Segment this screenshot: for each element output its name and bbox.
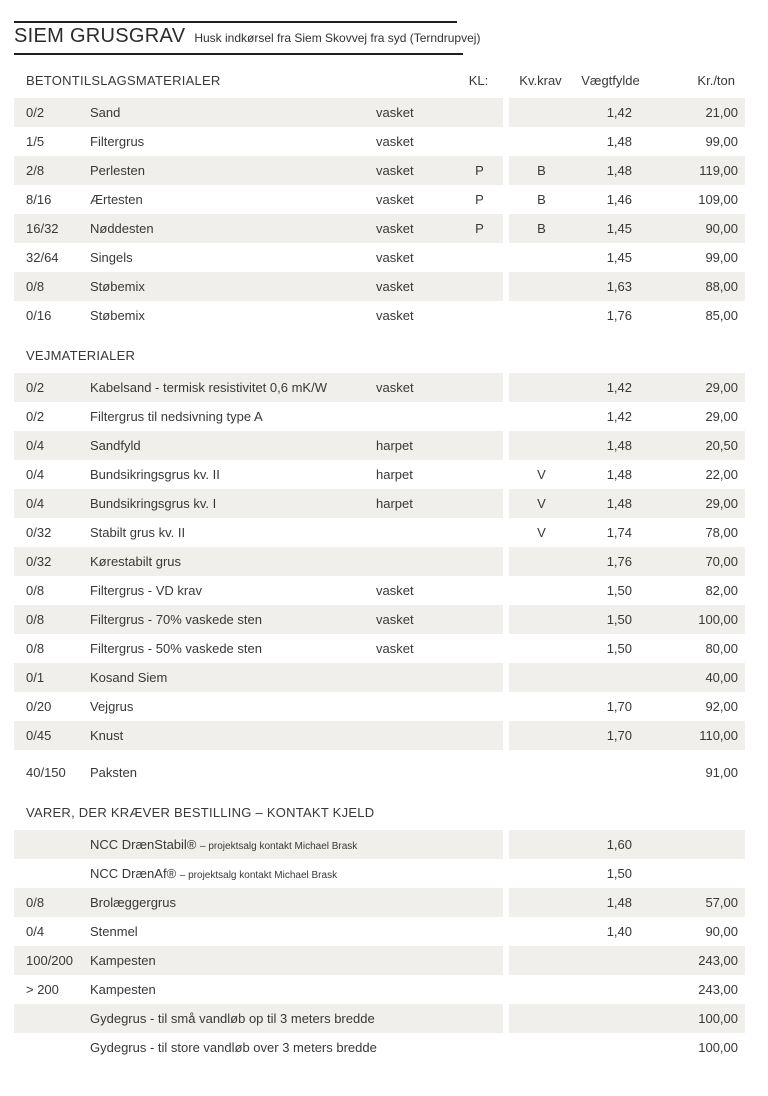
row-left-block <box>14 721 503 750</box>
cell-name: NCC DrænStabil® – projektsalg kontakt Michael Brask <box>90 837 358 852</box>
cell-size: 0/2 <box>26 409 45 424</box>
table-row <box>14 127 745 156</box>
table-row <box>14 243 745 272</box>
cell-name: NCC DrænAf® – projektsalg kontakt Michael Brask <box>90 866 338 881</box>
cell-vaegtfylde: 1,70 <box>606 728 632 743</box>
cell-treatment: vasket <box>376 192 414 207</box>
cell-size: 0/4 <box>26 467 45 482</box>
row-left-block <box>14 576 503 605</box>
cell-price: 110,00 <box>699 728 738 743</box>
section-title: VEJMATERIALER <box>26 348 136 363</box>
row-right-block <box>509 214 745 243</box>
cell-treatment: vasket <box>376 221 414 236</box>
column-headers <box>455 73 744 88</box>
cell-treatment: vasket <box>376 279 414 294</box>
cell-name: Brolæggergrus <box>90 895 176 910</box>
cell-kvkrav: V <box>537 496 546 511</box>
cell-price: 88,00 <box>705 279 738 294</box>
cell-price: 85,00 <box>705 308 738 323</box>
cell-vaegtfylde: 1,42 <box>606 409 632 424</box>
column-header-krton: Kr./ton <box>697 73 735 88</box>
row-right-block <box>509 859 745 888</box>
cell-size: 0/8 <box>26 612 45 627</box>
column-header-vaegtfylde: Vægtfylde <box>581 73 640 88</box>
row-left-block <box>14 402 503 431</box>
table-row <box>14 185 745 214</box>
cell-price: 82,00 <box>705 583 738 598</box>
row-right-block <box>509 402 745 431</box>
cell-price: 119,00 <box>699 163 738 178</box>
cell-name: Sandfyld <box>90 438 141 453</box>
row-right-block <box>509 1004 745 1033</box>
page-subtitle: Husk indkørsel fra Siem Skovvej fra syd (Terndrupvej) <box>194 31 481 45</box>
table-row <box>14 373 745 402</box>
cell-vaegtfylde: 1,48 <box>606 895 632 910</box>
table-row <box>14 431 745 460</box>
table-row <box>14 663 745 692</box>
row-right-block <box>509 946 745 975</box>
row-right-block <box>509 663 745 692</box>
cell-size: 0/45 <box>26 728 52 743</box>
row-left-block <box>14 634 503 663</box>
cell-name: Kosand Siem <box>90 670 168 685</box>
cell-size: 8/16 <box>26 192 52 207</box>
cell-treatment: vasket <box>376 105 414 120</box>
row-left-block <box>14 758 503 787</box>
cell-kvkrav: B <box>537 192 546 207</box>
section <box>0 348 768 787</box>
cell-vaegtfylde: 1,50 <box>606 583 632 598</box>
row-right-block <box>509 272 745 301</box>
cell-vaegtfylde: 1,70 <box>606 699 632 714</box>
cell-vaegtfylde: 1,48 <box>606 496 632 511</box>
cell-name: Filtergrus - 50% vaskede sten <box>90 641 262 656</box>
row-right-block <box>509 301 745 330</box>
table-row <box>14 975 745 1004</box>
cell-price: 100,00 <box>698 612 738 627</box>
cell-vaegtfylde: 1,74 <box>606 525 632 540</box>
cell-name: Bundsikringsgrus kv. II <box>90 467 220 482</box>
row-left-block <box>14 373 503 402</box>
table-row <box>14 460 745 489</box>
row-left-block <box>14 888 503 917</box>
cell-treatment: vasket <box>376 641 414 656</box>
cell-kl: P <box>475 163 484 178</box>
cell-name: Stabilt grus kv. II <box>90 525 186 540</box>
row-left-block <box>14 243 503 272</box>
table-row <box>14 301 745 330</box>
cell-vaegtfylde: 1,42 <box>606 105 632 120</box>
cell-vaegtfylde: 1,50 <box>606 641 632 656</box>
cell-name: Filtergrus <box>90 134 145 149</box>
row-left-block <box>14 214 503 243</box>
row-left-block <box>14 460 503 489</box>
cell-price: 29,00 <box>705 380 738 395</box>
cell-vaegtfylde: 1,48 <box>606 467 632 482</box>
cell-name: Ærtesten <box>90 192 143 207</box>
cell-size: 100/200 <box>26 953 73 968</box>
row-left-block <box>14 605 503 634</box>
cell-name: Kampesten <box>90 953 156 968</box>
cell-kvkrav: B <box>537 163 546 178</box>
row-right-block <box>509 1033 745 1062</box>
cell-vaegtfylde: 1,76 <box>606 554 632 569</box>
cell-size: 0/8 <box>26 583 45 598</box>
cell-name: Gydegrus - til små vandløb op til 3 meters bredde <box>90 1011 375 1026</box>
cell-size: 0/8 <box>26 641 45 656</box>
cell-treatment: vasket <box>376 583 414 598</box>
cell-price: 100,00 <box>698 1040 738 1055</box>
cell-treatment: harpet <box>376 467 413 482</box>
cell-size: 40/150 <box>26 765 66 780</box>
table-row <box>14 917 745 946</box>
cell-name: Gydegrus - til store vandløb over 3 meters bredde <box>90 1040 377 1055</box>
cell-size: 0/20 <box>26 699 52 714</box>
column-header-kl: KL: <box>468 73 489 88</box>
row-left-block <box>14 692 503 721</box>
section-header <box>14 73 745 88</box>
cell-name-suffix: – projektsalg kontakt Michael Brask <box>200 841 358 852</box>
row-right-block <box>509 758 745 787</box>
cell-price: 21,00 <box>705 105 738 120</box>
row-right-block <box>509 547 745 576</box>
row-left-block <box>14 489 503 518</box>
cell-vaegtfylde: 1,46 <box>606 192 632 207</box>
table-row <box>14 634 745 663</box>
row-left-block <box>14 1033 503 1062</box>
cell-size: 2/8 <box>26 163 45 178</box>
cell-kvkrav: V <box>537 467 546 482</box>
row-right-block <box>509 830 745 859</box>
header-top-rule <box>14 21 457 23</box>
cell-size: 0/2 <box>26 105 45 120</box>
cell-name: Paksten <box>90 765 137 780</box>
table-row <box>14 547 745 576</box>
cell-size: 0/2 <box>26 380 45 395</box>
row-left-block <box>14 946 503 975</box>
price-list-document <box>0 21 768 1062</box>
row-right-block <box>509 576 745 605</box>
cell-vaegtfylde: 1,42 <box>606 380 632 395</box>
row-right-block <box>509 185 745 214</box>
section-title: VARER, DER KRÆVER BESTILLING – KONTAKT KJELD <box>26 805 375 820</box>
table-row <box>14 758 745 787</box>
cell-vaegtfylde: 1,63 <box>606 279 632 294</box>
section <box>0 73 768 330</box>
cell-price: 40,00 <box>705 670 738 685</box>
row-right-block <box>509 431 745 460</box>
row-left-block <box>14 859 503 888</box>
row-right-block <box>509 605 745 634</box>
row-left-block <box>14 98 503 127</box>
cell-vaegtfylde: 1,76 <box>606 308 632 323</box>
cell-treatment: vasket <box>376 308 414 323</box>
cell-size: 32/64 <box>26 250 59 265</box>
cell-size: 0/4 <box>26 438 45 453</box>
cell-price: 20,50 <box>705 438 738 453</box>
row-left-block <box>14 830 503 859</box>
cell-vaegtfylde: 1,50 <box>606 612 632 627</box>
cell-price: 243,00 <box>698 953 738 968</box>
table-row <box>14 946 745 975</box>
page-title: SIEM GRUSGRAV <box>14 25 186 47</box>
price-table <box>0 73 768 1062</box>
cell-vaegtfylde: 1,48 <box>606 134 632 149</box>
row-right-block <box>509 518 745 547</box>
cell-vaegtfylde: 1,45 <box>606 221 632 236</box>
table-row <box>14 576 745 605</box>
table-row <box>14 605 745 634</box>
row-right-block <box>509 634 745 663</box>
cell-kl: P <box>475 192 484 207</box>
row-left-block <box>14 917 503 946</box>
cell-vaegtfylde: 1,45 <box>606 250 632 265</box>
row-left-block <box>14 127 503 156</box>
header-bottom-rule <box>14 53 463 55</box>
cell-vaegtfylde: 1,60 <box>606 837 632 852</box>
cell-price: 70,00 <box>705 554 738 569</box>
table-row <box>14 272 745 301</box>
cell-price: 92,00 <box>705 699 738 714</box>
table-row <box>14 1033 745 1062</box>
cell-size: 0/4 <box>26 496 45 511</box>
row-right-block <box>509 243 745 272</box>
cell-size: 0/8 <box>26 895 45 910</box>
row-left-block <box>14 975 503 1004</box>
table-row <box>14 156 745 185</box>
cell-name: Knust <box>90 728 124 743</box>
cell-price: 90,00 <box>705 924 738 939</box>
cell-price: 57,00 <box>705 895 738 910</box>
row-right-block <box>509 489 745 518</box>
cell-name: Stenmel <box>90 924 138 939</box>
cell-size: 0/1 <box>26 670 45 685</box>
cell-price: 243,00 <box>698 982 738 997</box>
cell-name: Bundsikringsgrus kv. I <box>90 496 217 511</box>
table-row <box>14 98 745 127</box>
row-right-block <box>509 721 745 750</box>
cell-size: > 200 <box>26 982 59 997</box>
cell-size: 0/4 <box>26 924 45 939</box>
document-header <box>14 25 768 51</box>
cell-vaegtfylde: 1,48 <box>606 438 632 453</box>
cell-size: 0/8 <box>26 279 45 294</box>
cell-name: Sand <box>90 105 121 120</box>
table-row <box>14 859 745 888</box>
row-left-block <box>14 156 503 185</box>
cell-size: 1/5 <box>26 134 45 149</box>
row-left-block <box>14 518 503 547</box>
cell-name: Perlesten <box>90 163 145 178</box>
row-right-block <box>509 98 745 127</box>
cell-price: 109,00 <box>698 192 738 207</box>
cell-size: 0/32 <box>26 525 52 540</box>
cell-name: Nøddesten <box>90 221 154 236</box>
row-right-block <box>509 460 745 489</box>
cell-size: 16/32 <box>26 221 59 236</box>
cell-treatment: vasket <box>376 163 414 178</box>
row-left-block <box>14 431 503 460</box>
table-row <box>14 518 745 547</box>
row-left-block <box>14 272 503 301</box>
cell-vaegtfylde: 1,48 <box>606 163 632 178</box>
cell-name: Støbemix <box>90 279 145 294</box>
row-left-block <box>14 185 503 214</box>
cell-price: 29,00 <box>705 496 738 511</box>
row-left-block <box>14 301 503 330</box>
table-row <box>14 692 745 721</box>
cell-name: Filtergrus - 70% vaskede sten <box>90 612 262 627</box>
cell-vaegtfylde: 1,50 <box>606 866 632 881</box>
cell-treatment: harpet <box>376 438 413 453</box>
cell-name: Støbemix <box>90 308 145 323</box>
cell-vaegtfylde: 1,40 <box>606 924 632 939</box>
row-left-block <box>14 1004 503 1033</box>
cell-price: 90,00 <box>705 221 738 236</box>
table-row <box>14 830 745 859</box>
column-header-kvkrav: Kv.krav <box>519 73 562 88</box>
row-right-block <box>509 917 745 946</box>
cell-price: 80,00 <box>705 641 738 656</box>
cell-name: Filtergrus - VD krav <box>90 583 202 598</box>
cell-name: Filtergrus til nedsivning type A <box>90 409 263 424</box>
section-header <box>14 348 745 363</box>
cell-treatment: vasket <box>376 380 414 395</box>
cell-name: Kørestabilt grus <box>90 554 182 569</box>
table-row <box>14 402 745 431</box>
cell-kvkrav: B <box>537 221 546 236</box>
cell-price: 100,00 <box>698 1011 738 1026</box>
cell-price: 22,00 <box>705 467 738 482</box>
cell-name-suffix: – projektsalg kontakt Michael Brask <box>179 870 338 881</box>
row-right-block <box>509 888 745 917</box>
cell-treatment: vasket <box>376 612 414 627</box>
cell-name: Kabelsand - termisk resistivitet 0,6 mK/W <box>90 380 327 395</box>
cell-price: 99,00 <box>705 250 738 265</box>
row-right-block <box>509 975 745 1004</box>
section-title: BETONTILSLAGSMATERIALER <box>26 73 221 88</box>
cell-name: Vejgrus <box>90 699 134 714</box>
cell-kl: P <box>475 221 484 236</box>
row-left-block <box>14 663 503 692</box>
cell-name: Kampesten <box>90 982 156 997</box>
cell-size: 0/32 <box>26 554 52 569</box>
row-right-block <box>509 156 745 185</box>
table-row <box>14 1004 745 1033</box>
cell-treatment: vasket <box>376 134 414 149</box>
row-right-block <box>509 127 745 156</box>
cell-price: 99,00 <box>705 134 738 149</box>
table-row <box>14 888 745 917</box>
table-row <box>14 721 745 750</box>
cell-name: Singels <box>90 250 133 265</box>
cell-size: 0/16 <box>26 308 52 323</box>
cell-price: 29,00 <box>705 409 738 424</box>
cell-treatment: vasket <box>376 250 414 265</box>
table-row <box>14 214 745 243</box>
row-right-block <box>509 373 745 402</box>
cell-price: 78,00 <box>705 525 738 540</box>
cell-price: 91,00 <box>705 765 738 780</box>
cell-treatment: harpet <box>376 496 413 511</box>
section <box>0 805 768 1062</box>
table-row <box>14 489 745 518</box>
cell-kvkrav: V <box>537 525 546 540</box>
section-header <box>14 805 745 820</box>
row-right-block <box>509 692 745 721</box>
row-left-block <box>14 547 503 576</box>
